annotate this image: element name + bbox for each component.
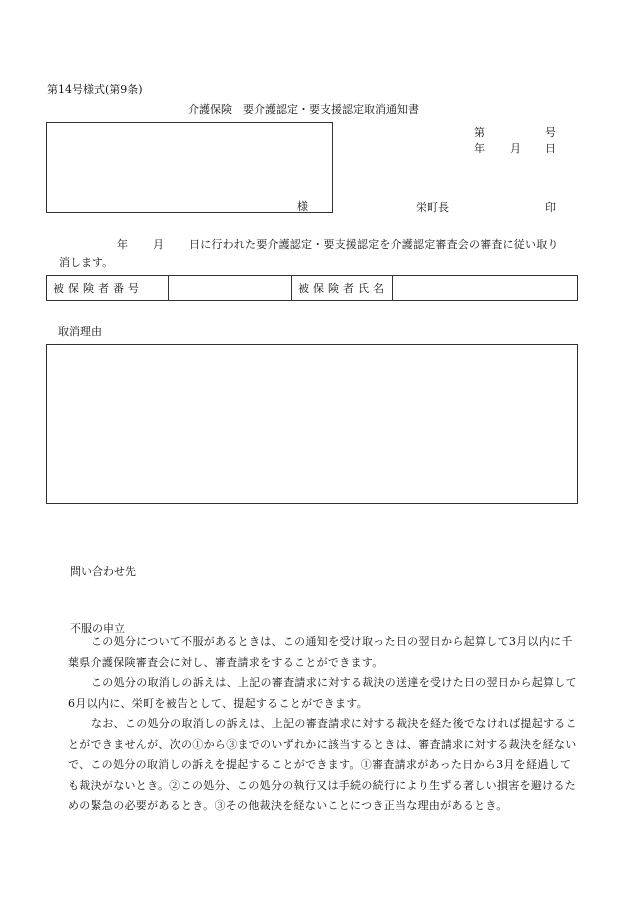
date-day-label: 日: [545, 142, 556, 155]
insured-name-label: 被保険者氏名: [292, 276, 393, 301]
form-number: 第14号様式(第9条): [47, 83, 143, 96]
addressee-honorific: 様: [297, 200, 308, 213]
notice-text-line2: 消します。: [59, 256, 114, 269]
insured-number-field[interactable]: [169, 276, 292, 301]
insured-name-field[interactable]: [393, 276, 578, 301]
appeal-heading: 不服の申立: [70, 622, 125, 635]
seal-mark: 印: [545, 201, 556, 214]
insured-number-label: 被保険者番号: [47, 276, 169, 301]
document-title: 介護保険 要介護認定・要支援認定取消通知書: [188, 103, 419, 116]
contact-label: 問い合わせ先: [70, 565, 136, 578]
reason-text: [47, 345, 577, 357]
notice-year-label: 年: [117, 238, 128, 251]
notice-month-label: 月: [153, 238, 164, 251]
addressee-box[interactable]: [46, 122, 333, 213]
reason-box[interactable]: [46, 344, 578, 504]
appeal-paragraph-1: この処分について不服があるときは、この通知を受け取った日の翌日から起算して3月以内に千葉県介護保険審査会に対し、審査請求をすることができます。: [68, 635, 573, 669]
appeal-paragraph-3: なお、この処分の取消しの訴えは、上記の審査請求に対する裁決を経た後でなければ提起することができませんが、次の①から③までのいずれかに該当するときは、審査請求に対する裁決を経ないで、この処分の取消しの訴えを提起することができます。①審査請求があった日から3月を経過しても裁決がないとき。②この処分、この処分の執行又は手続の続行により生ずる著しい損害を避けるための緊急の必要があるとき。③その他裁決を経ないことにつき正当な理由があるとき。: [68, 717, 577, 812]
document-number-prefix: 第: [474, 126, 485, 139]
date-year-label: 年: [474, 142, 485, 155]
reason-label: 取消理由: [58, 325, 102, 338]
issuer-name: 栄町長: [416, 201, 449, 214]
notice-text-line1: 日に行われた要介護認定・要支援認定を介護認定審査会の審査に従い取り: [189, 238, 559, 251]
insured-info-table: [46, 275, 578, 301]
document-number-suffix: 号: [545, 126, 556, 139]
appeal-body: [68, 632, 580, 817]
appeal-paragraph-2: この処分の取消しの訴えは、上記の審査請求に対する裁決の送達を受けた日の翌日から起算して6月以内に、栄町を被告として、提起することができます。: [68, 676, 577, 710]
date-month-label: 月: [510, 142, 521, 155]
